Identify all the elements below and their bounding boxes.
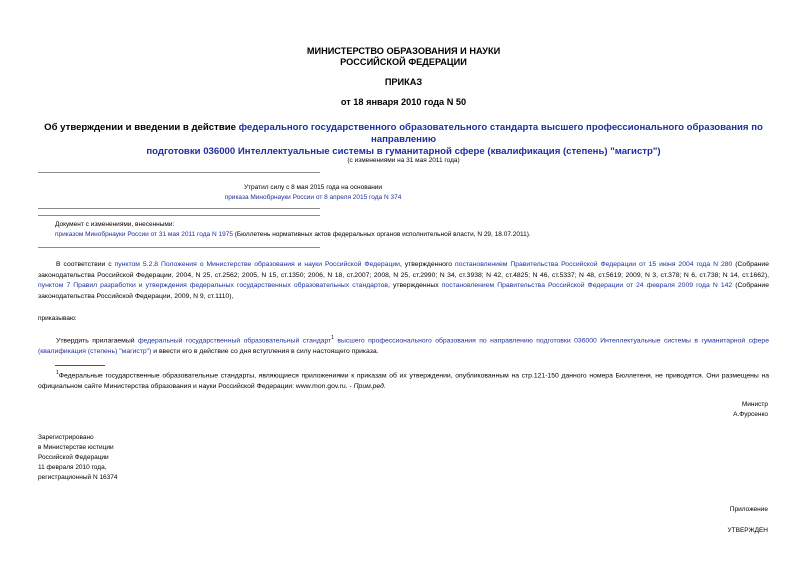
approve-text-3: и ввести его в действие со дня вступления в силу настоящего приказа. xyxy=(151,347,379,355)
preamble-paragraph xyxy=(38,260,769,302)
preamble-text-5: (Собрание законодательства Российской Федерации, 2009, N 9, ст.1110), xyxy=(38,282,769,300)
approve-paragraph xyxy=(38,333,769,357)
registration-line-1: Зарегистрировано xyxy=(38,434,94,441)
footnote-text: Федеральные государственные образовательные стандарты, являющиеся приложениями к приказам об их утверждении, опубликованным на стр.121-150 данного номера Бюллетеня, не приводятся. Они размещены на официальном сайте Министерства образования и науки Российской Федерации: www.mon.gov.ru. - xyxy=(38,372,769,390)
approve-text-2[interactable]: высшего профессионального образования по направлению подготовки 036000 Интеллектуальные системы в гуманитарной сфере (квалификация (степень) "магистр") xyxy=(38,337,769,355)
title-prefix: Об утверждении и введении в действие xyxy=(44,122,239,133)
preamble-text-2: , утвержденного xyxy=(399,261,455,268)
order-word: приказываю: xyxy=(38,315,77,322)
footnote-paragraph xyxy=(38,368,769,392)
appendix-approved: УТВЕРЖДЕН xyxy=(727,527,768,534)
preamble-link-4[interactable]: постановлением Правительства Российской Федерации от 24 февраля 2009 года N 142 xyxy=(441,282,733,290)
changes-link[interactable]: приказом Минобрнауки России от 31 мая 2011 года N 1975 xyxy=(55,231,233,238)
ministry-heading xyxy=(0,46,807,68)
lost-force-link[interactable]: приказа Минобрнауки России от 8 апреля 2015 года N 374 xyxy=(224,194,402,201)
signature-block xyxy=(560,400,768,420)
title-rest[interactable]: подготовки 036000 Интеллектуальные системы в гуманитарной сфере (квалификация (степень) "магистр") xyxy=(146,146,661,157)
changes-tail: (Бюллетень нормативных актов федеральных органов исполнительной власти, N 29, 18.07.2011). xyxy=(232,231,531,238)
ministry-line-1: МИНИСТЕРСТВО ОБРАЗОВАНИЯ И НАУКИ xyxy=(306,46,501,56)
divider xyxy=(38,208,320,209)
preamble-text-3: (Собрание законодательства Российской Федерации, 2004, N 25, ст.2562; 2005, N 15, ст.1350; 2006, N 18, ст.2007; 2008, N 25, ст.2990; N 34, ст.3938; N 42, ст.4825; N 46, ст.5337; N 48, ст.5619; 2009, N 3, ст.378; N 6, ст.738; N 14, ст.1662), xyxy=(38,261,769,279)
divider xyxy=(38,215,320,216)
preamble-link-2[interactable]: постановлением Правительства Российской Федерации от 15 июня 2004 года N 280 xyxy=(455,261,733,268)
appendix-label: Приложение xyxy=(729,506,768,513)
preamble-text-4: , утвержденных xyxy=(388,282,442,290)
signature-name: А.Фурсенко xyxy=(733,411,768,418)
registration-block xyxy=(38,433,288,483)
footnote-marker[interactable]: 1 xyxy=(331,335,334,341)
registration-line-2: в Министерстве юстиции xyxy=(38,444,114,451)
divider xyxy=(38,247,320,248)
preamble-link-3[interactable]: пунктом 7 Правил разработки и утверждения федеральных государственных образовательных стандартов xyxy=(38,282,389,290)
approve-text-1: Утвердить прилагаемый xyxy=(56,337,138,345)
footnote-mark: 1 xyxy=(56,370,59,376)
preamble-link-1[interactable]: пунктом 5.2.8 Положения о Министерстве образования и науки Российской Федерации xyxy=(114,261,400,268)
divider xyxy=(38,172,320,173)
doc-type: ПРИКАЗ xyxy=(384,77,423,87)
lost-force-text: Утратил силу с 8 мая 2015 года на основании xyxy=(243,184,383,191)
registration-line-4: 11 февраля 2010 года, xyxy=(38,464,107,471)
changes-block xyxy=(55,220,755,240)
ministry-line-2: РОССИЙСКОЙ ФЕДЕРАЦИИ xyxy=(340,57,467,67)
amended-note: (с изменениями на 31 мая 2011 года) xyxy=(347,157,460,164)
registration-line-3: Российской Федерации xyxy=(38,454,109,461)
lost-force-block xyxy=(38,183,588,203)
preamble-text-1: В соответствии с xyxy=(56,261,115,268)
doc-date-number: от 18 января 2010 года N 50 xyxy=(340,97,467,107)
document-title xyxy=(30,122,777,158)
approve-standard-link[interactable]: федеральный государственный образовательный стандарт xyxy=(137,337,332,345)
footnote-editor-note: Прим.ред. xyxy=(353,382,386,390)
signature-position: Министр xyxy=(741,401,768,408)
registration-line-5: регистрационный N 16374 xyxy=(38,474,118,481)
title-standard-link[interactable]: федерального государственного образовательного стандарта высшего профессионального образования по направлению xyxy=(238,122,763,145)
footnote-divider xyxy=(55,365,105,366)
changes-intro: Документ с изменениями, внесенными: xyxy=(55,221,175,228)
